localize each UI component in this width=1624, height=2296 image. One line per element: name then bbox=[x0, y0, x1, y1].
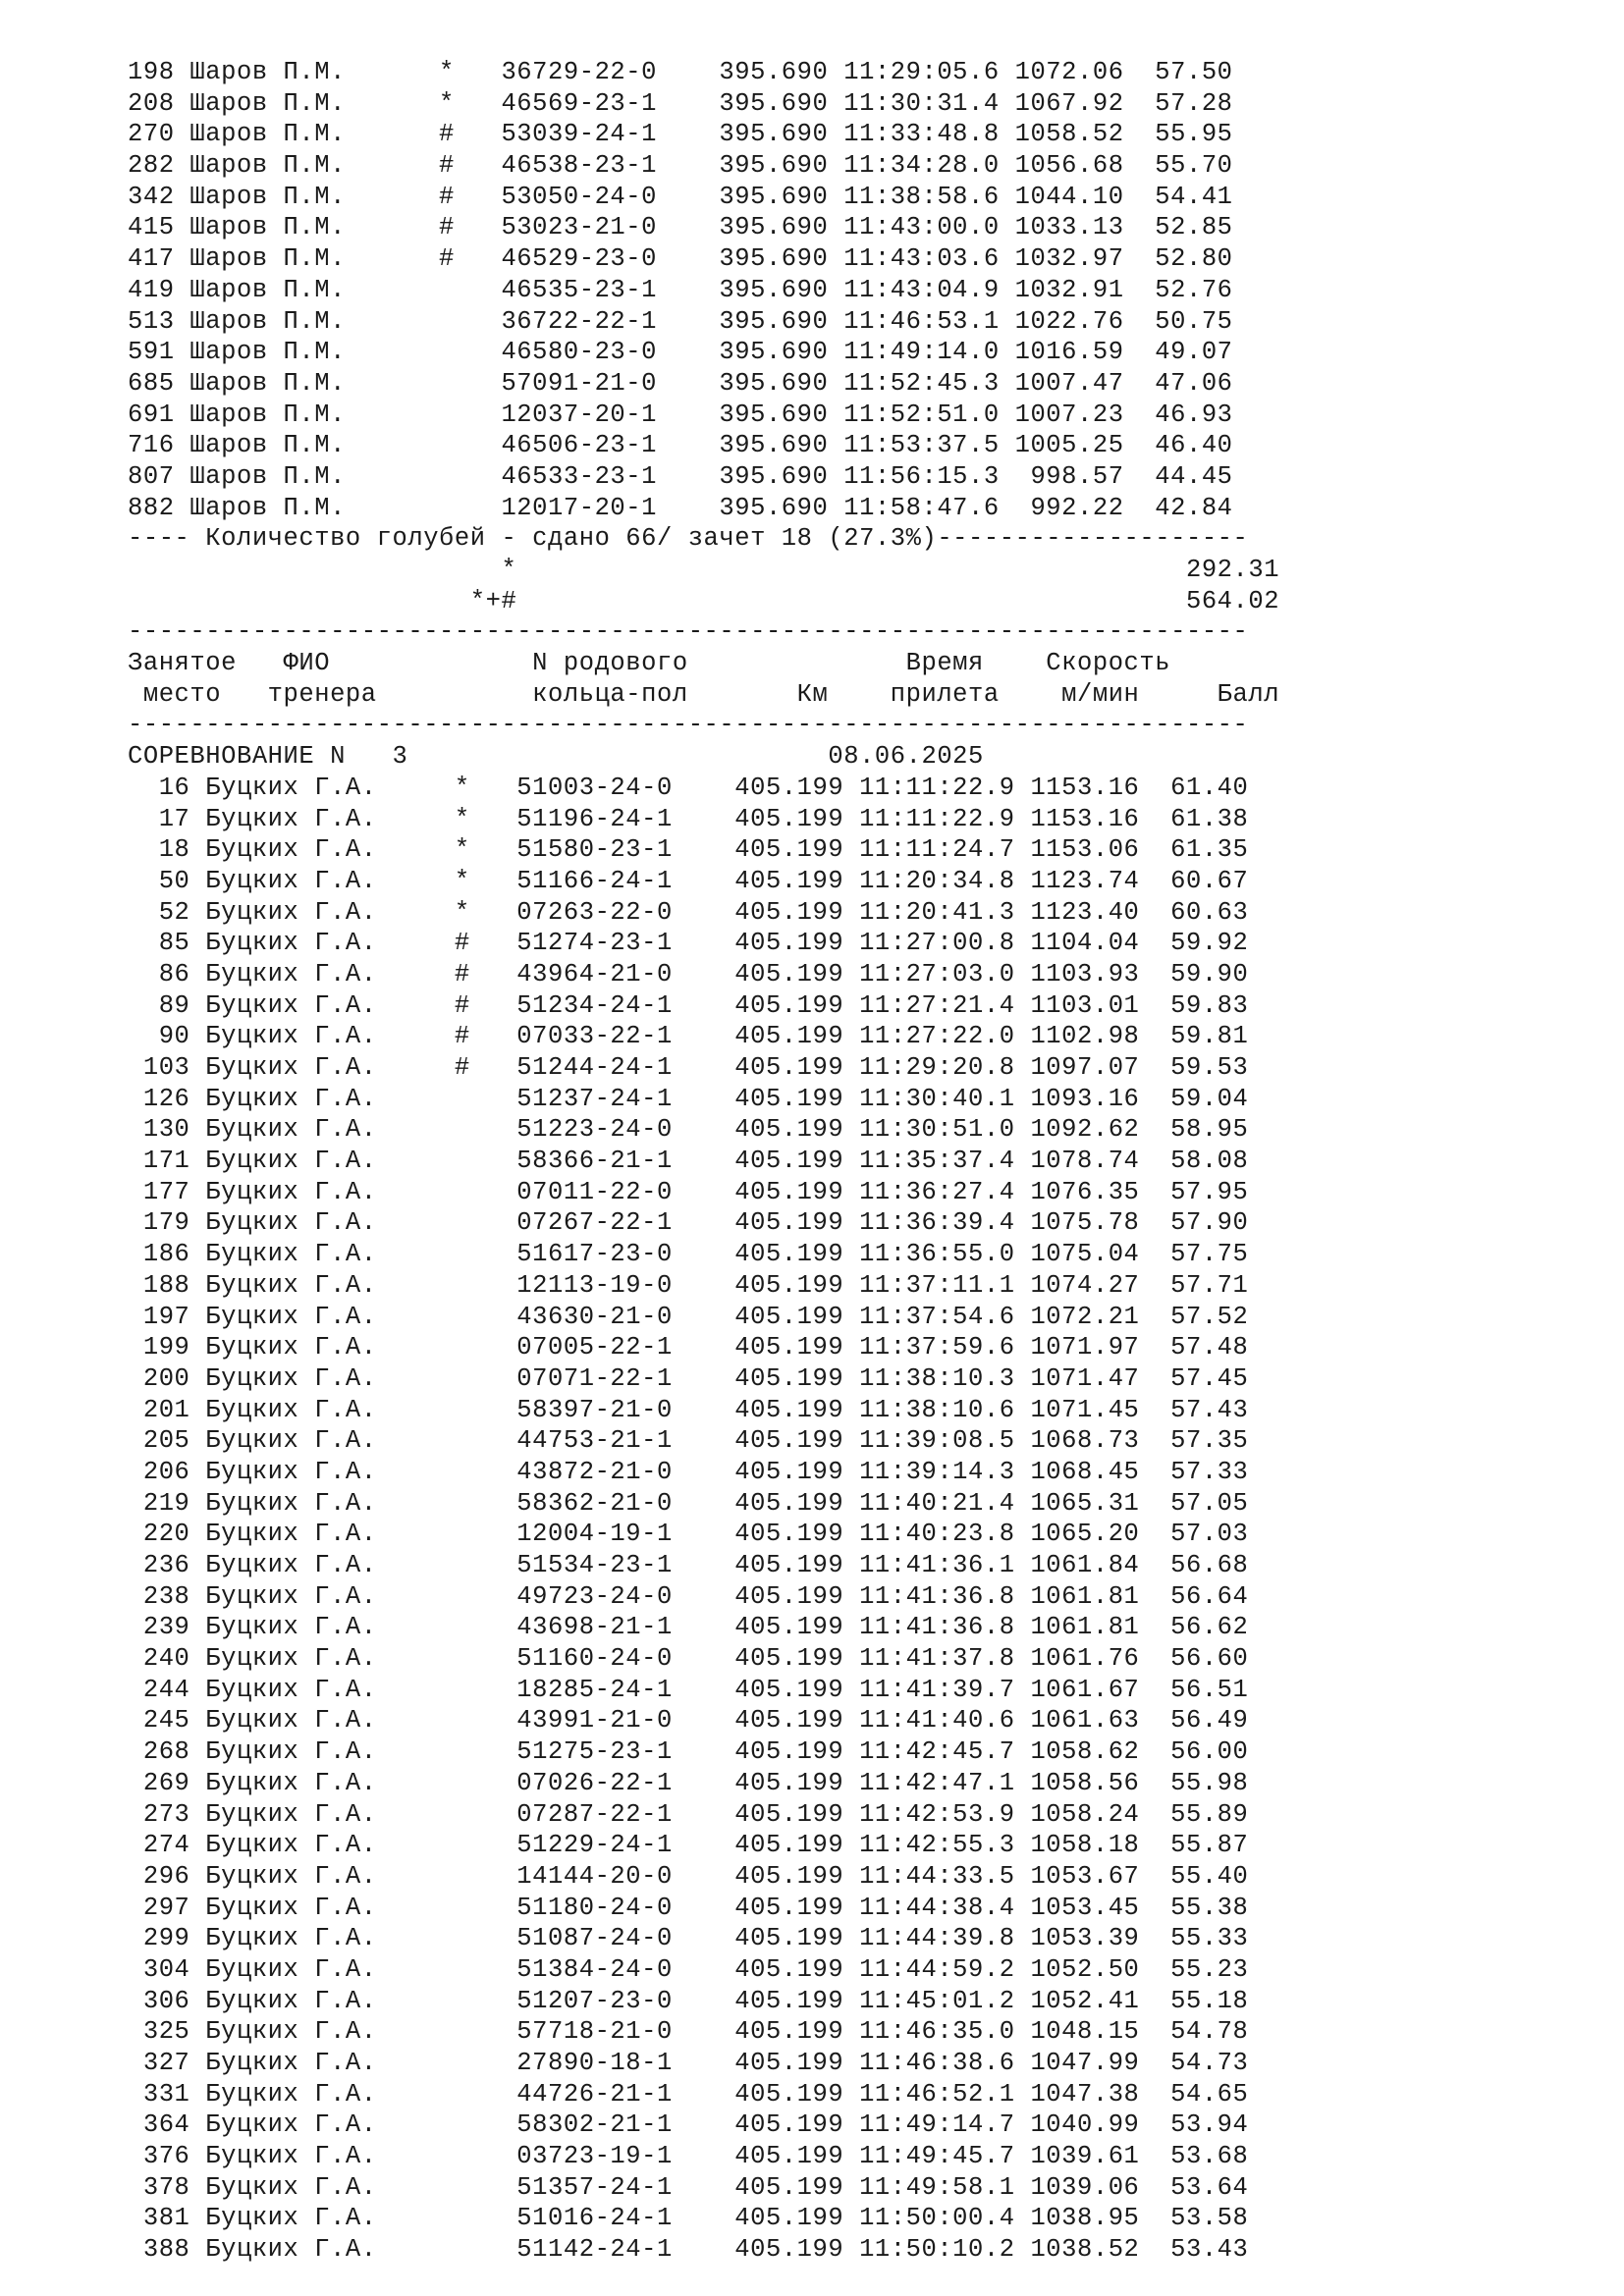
column-header-line-2: место тренера кольца-пол Км прилета м/мин Балл bbox=[128, 679, 1280, 709]
result-row: 245 Буцких Г.А. 43991-21-0 405.199 11:41:40.6 1061.63 56.49 bbox=[128, 1706, 1249, 1735]
result-row: 691 Шаров П.М. 12037-20-1 395.690 11:52:51.0 1007.23 46.93 bbox=[128, 400, 1233, 429]
result-row: 513 Шаров П.М. 36722-22-1 395.690 11:46:53.1 1022.76 50.75 bbox=[128, 306, 1233, 336]
result-row: 177 Буцких Г.А. 07011-22-0 405.199 11:36:27.4 1076.35 57.95 bbox=[128, 1177, 1249, 1206]
result-row: 206 Буцких Г.А. 43872-21-0 405.199 11:39:14.3 1068.45 57.33 bbox=[128, 1457, 1249, 1486]
result-row: 188 Буцких Г.А. 12113-19-0 405.199 11:37:11.1 1074.27 57.71 bbox=[128, 1270, 1249, 1300]
section-sharov-results bbox=[128, 57, 1502, 523]
total-star-plus-hash: *+# 564.02 bbox=[128, 586, 1280, 615]
result-row: 239 Буцких Г.А. 43698-21-1 405.199 11:41:36.8 1061.81 56.62 bbox=[128, 1613, 1249, 1642]
result-row: 882 Шаров П.М. 12017-20-1 395.690 11:58:47.6 992.22 42.84 bbox=[128, 493, 1233, 522]
result-row: 130 Буцких Г.А. 51223-24-0 405.199 11:30:51.0 1092.62 58.95 bbox=[128, 1115, 1249, 1145]
result-row: 388 Буцких Г.А. 51142-24-1 405.199 11:50:10.2 1038.52 53.43 bbox=[128, 2235, 1249, 2265]
result-row: 331 Буцких Г.А. 44726-21-1 405.199 11:46:52.1 1047.38 54.65 bbox=[128, 2079, 1249, 2109]
result-row: 236 Буцких Г.А. 51534-23-1 405.199 11:41:36.1 1061.84 56.68 bbox=[128, 1551, 1249, 1579]
result-row: 16 Буцких Г.А. * 51003-24-0 405.199 11:11:22.9 1153.16 61.40 bbox=[128, 773, 1249, 802]
result-row: 200 Буцких Г.А. 07071-22-1 405.199 11:38:10.3 1071.47 57.45 bbox=[128, 1363, 1249, 1393]
results-report bbox=[128, 57, 1502, 2266]
result-row: 306 Буцких Г.А. 51207-23-0 405.199 11:45:01.2 1052.41 55.18 bbox=[128, 1986, 1249, 2015]
result-row: 199 Буцких Г.А. 07005-22-1 405.199 11:37:59.6 1071.97 57.48 bbox=[128, 1333, 1249, 1362]
result-row: 282 Шаров П.М. # 46538-23-1 395.690 11:34:28.0 1056.68 55.70 bbox=[128, 151, 1233, 181]
result-row: 419 Шаров П.М. 46535-23-1 395.690 11:43:04.9 1032.91 52.76 bbox=[128, 275, 1233, 304]
competition-title: СОРЕВНОВАНИЕ N 3 08.06.2025 bbox=[128, 742, 984, 772]
result-row: 807 Шаров П.М. 46533-23-1 395.690 11:56:15.3 998.57 44.45 bbox=[128, 461, 1233, 491]
result-row: 304 Буцких Г.А. 51384-24-0 405.199 11:44:59.2 1052.50 55.23 bbox=[128, 1954, 1249, 1984]
result-row: 378 Буцких Г.А. 51357-24-1 405.199 11:49:58.1 1039.06 53.64 bbox=[128, 2172, 1249, 2202]
result-row: 364 Буцких Г.А. 58302-21-1 405.199 11:49:14.7 1040.99 53.94 bbox=[128, 2110, 1249, 2140]
header-rule-bottom: ------------------------------------------------------------------------ bbox=[128, 711, 1249, 740]
result-row: 270 Шаров П.М. # 53039-24-1 395.690 11:33:48.8 1058.52 55.95 bbox=[128, 120, 1233, 149]
result-row: 201 Буцких Г.А. 58397-21-0 405.199 11:38:10.6 1071.45 57.43 bbox=[128, 1395, 1249, 1424]
result-row: 238 Буцких Г.А. 49723-24-0 405.199 11:41:36.8 1061.81 56.64 bbox=[128, 1581, 1249, 1611]
result-row: 171 Буцких Г.А. 58366-21-1 405.199 11:35:37.4 1078.74 58.08 bbox=[128, 1147, 1249, 1176]
result-row: 273 Буцких Г.А. 07287-22-1 405.199 11:42:53.9 1058.24 55.89 bbox=[128, 1799, 1249, 1829]
result-row: 415 Шаров П.М. # 53023-21-0 395.690 11:43:00.0 1033.13 52.85 bbox=[128, 213, 1233, 242]
result-row: 296 Буцких Г.А. 14144-20-0 405.199 11:44:33.5 1053.67 55.40 bbox=[128, 1861, 1249, 1891]
result-row: 376 Буцких Г.А. 03723-19-1 405.199 11:49:45.7 1039.61 53.68 bbox=[128, 2142, 1249, 2171]
result-row: 52 Буцких Г.А. * 07263-22-0 405.199 11:20:41.3 1123.40 60.63 bbox=[128, 897, 1249, 927]
result-row: 86 Буцких Г.А. # 43964-21-0 405.199 11:27:03.0 1103.93 59.90 bbox=[128, 959, 1249, 988]
result-row: 198 Шаров П.М. * 36729-22-0 395.690 11:29:05.6 1072.06 57.50 bbox=[128, 58, 1233, 86]
total-star: * 292.31 bbox=[128, 556, 1280, 584]
result-row: 186 Буцких Г.А. 51617-23-0 405.199 11:36:55.0 1075.04 57.75 bbox=[128, 1240, 1249, 1269]
result-row: 591 Шаров П.М. 46580-23-0 395.690 11:49:14.0 1016.59 49.07 bbox=[128, 338, 1233, 367]
column-header-line-1: Занятое ФИО N родового Время Скорость bbox=[128, 649, 1171, 678]
result-row: 269 Буцких Г.А. 07026-22-1 405.199 11:42:47.1 1058.56 55.98 bbox=[128, 1768, 1249, 1797]
result-row: 268 Буцких Г.А. 51275-23-1 405.199 11:42:45.7 1058.62 56.00 bbox=[128, 1737, 1249, 1767]
result-row: 205 Буцких Г.А. 44753-21-1 405.199 11:39:08.5 1068.73 57.35 bbox=[128, 1426, 1249, 1456]
result-row: 89 Буцких Г.А. # 51234-24-1 405.199 11:27:21.4 1103.01 59.83 bbox=[128, 990, 1249, 1020]
result-row: 17 Буцких Г.А. * 51196-24-1 405.199 11:11:22.9 1153.16 61.38 bbox=[128, 804, 1249, 833]
result-row: 417 Шаров П.М. # 46529-23-0 395.690 11:43:03.6 1032.97 52.80 bbox=[128, 244, 1233, 274]
result-row: 18 Буцких Г.А. * 51580-23-1 405.199 11:11:24.7 1153.06 61.35 bbox=[128, 835, 1249, 865]
result-row: 208 Шаров П.М. * 46569-23-1 395.690 11:30:31.4 1067.92 57.28 bbox=[128, 88, 1233, 118]
result-row: 381 Буцких Г.А. 51016-24-1 405.199 11:50:00.4 1038.95 53.58 bbox=[128, 2204, 1249, 2233]
result-row: 325 Буцких Г.А. 57718-21-0 405.199 11:46:35.0 1048.15 54.78 bbox=[128, 2017, 1249, 2047]
result-row: 103 Буцких Г.А. # 51244-24-1 405.199 11:29:20.8 1097.07 59.53 bbox=[128, 1053, 1249, 1082]
result-row: 240 Буцких Г.А. 51160-24-0 405.199 11:41:37.8 1061.76 56.60 bbox=[128, 1644, 1249, 1674]
result-row: 716 Шаров П.М. 46506-23-1 395.690 11:53:37.5 1005.25 46.40 bbox=[128, 431, 1233, 460]
result-row: 219 Буцких Г.А. 58362-21-0 405.199 11:40:21.4 1065.31 57.05 bbox=[128, 1488, 1249, 1518]
result-row: 197 Буцких Г.А. 43630-21-0 405.199 11:37:54.6 1072.21 57.52 bbox=[128, 1302, 1249, 1331]
result-row: 126 Буцких Г.А. 51237-24-1 405.199 11:30:40.1 1093.16 59.04 bbox=[128, 1084, 1249, 1113]
header-rule-top: ------------------------------------------------------------------------ bbox=[128, 617, 1249, 647]
result-row: 297 Буцких Г.А. 51180-24-0 405.199 11:44:38.4 1053.45 55.38 bbox=[128, 1893, 1249, 1922]
result-row: 244 Буцких Г.А. 18285-24-1 405.199 11:41:39.7 1061.67 56.51 bbox=[128, 1675, 1249, 1704]
result-row: 327 Буцких Г.А. 27890-18-1 405.199 11:46:38.6 1047.99 54.73 bbox=[128, 2049, 1249, 2077]
result-row: 179 Буцких Г.А. 07267-22-1 405.199 11:36:39.4 1075.78 57.90 bbox=[128, 1208, 1249, 1238]
result-row: 85 Буцких Г.А. # 51274-23-1 405.199 11:27:00.8 1104.04 59.92 bbox=[128, 929, 1249, 958]
result-row: 299 Буцких Г.А. 51087-24-0 405.199 11:44:39.8 1053.39 55.33 bbox=[128, 1924, 1249, 1953]
result-row: 342 Шаров П.М. # 53050-24-0 395.690 11:38:58.6 1044.10 54.41 bbox=[128, 182, 1233, 211]
section-butskikh-results bbox=[128, 773, 1502, 2266]
result-row: 50 Буцких Г.А. * 51166-24-1 405.199 11:20:34.8 1123.74 60.67 bbox=[128, 866, 1249, 895]
summary-line: ---- Количество голубей - сдано 66/ зачет 18 (27.3%)-------------------- bbox=[128, 524, 1249, 554]
result-row: 274 Буцких Г.А. 51229-24-1 405.199 11:42:55.3 1058.18 55.87 bbox=[128, 1831, 1249, 1860]
result-row: 685 Шаров П.М. 57091-21-0 395.690 11:52:45.3 1007.47 47.06 bbox=[128, 368, 1233, 398]
result-row: 90 Буцких Г.А. # 07033-22-1 405.199 11:27:22.0 1102.98 59.81 bbox=[128, 1022, 1249, 1051]
result-row: 220 Буцких Г.А. 12004-19-1 405.199 11:40:23.8 1065.20 57.03 bbox=[128, 1520, 1249, 1549]
